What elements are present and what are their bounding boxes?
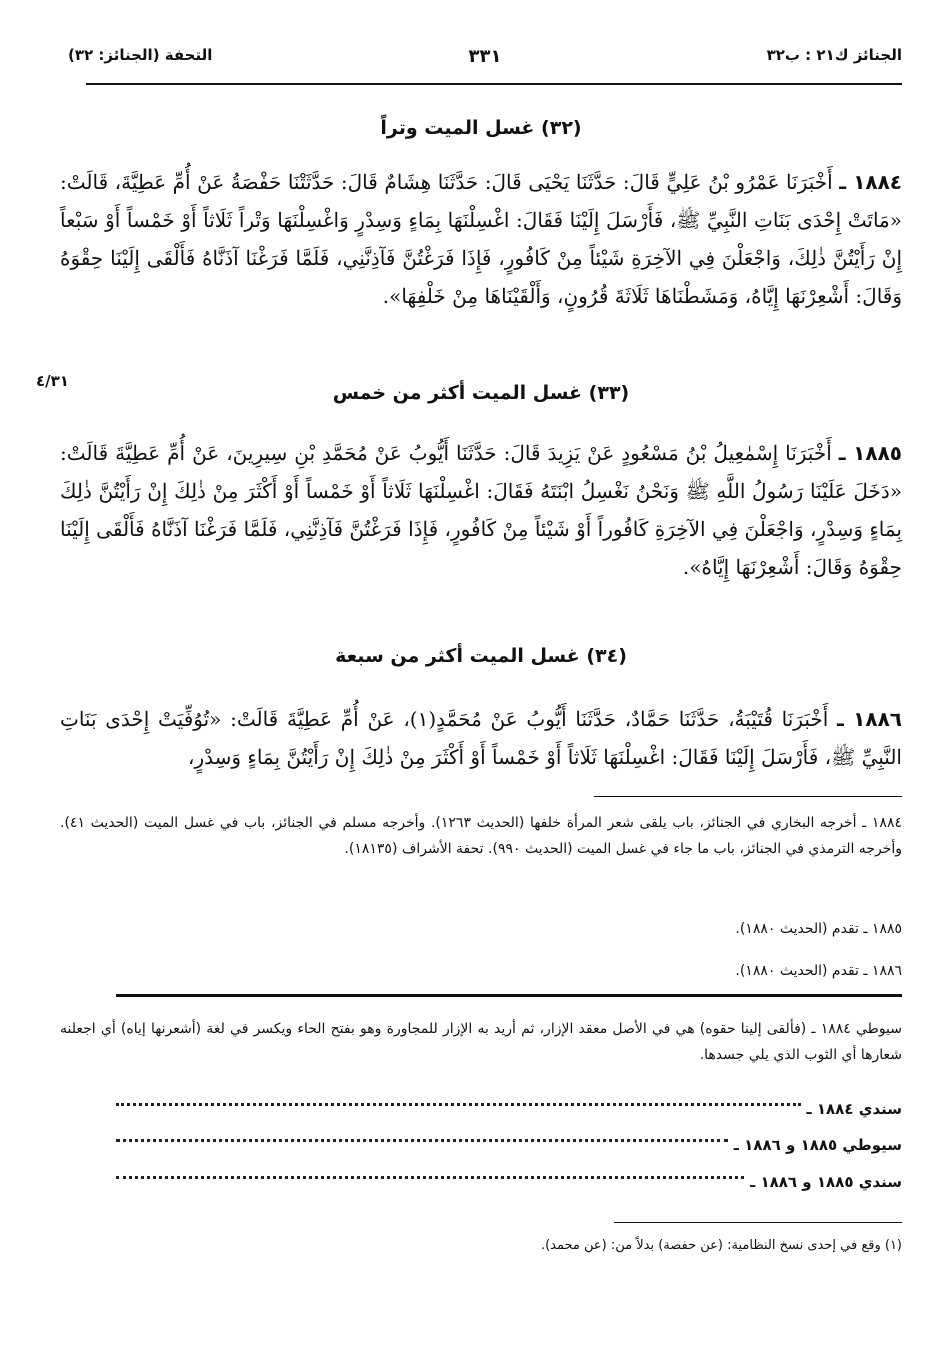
takhrij-1884: ١٨٨٤ ـ أخرجه البخاري في الجنائز، باب يلقى شعر المرأة خلفها (الحديث ١٢٦٣). وأخرجه مسلم في الجنائز، باب في غسل الميت (الحديث ٤١). وأخرجه الترمذي في الجنائز، باب ما جاء في غسل الميت (الحديث ٩٩٠). تحفة الأشراف (١٨١٣٥). [60, 815, 902, 857]
commentary-row-label: سندي ١٨٨٥ و ١٨٨٦ ـ [750, 1173, 902, 1191]
margin-volume-ref: ٤/٣١ [36, 372, 69, 390]
commentary-row-label: سندي ١٨٨٤ ـ [806, 1100, 902, 1118]
hadith-number: ١٨٨٦ ـ [837, 707, 902, 731]
takhrij-1886: ١٨٨٦ ـ تقدم (الحديث ١٨٨٠). [735, 963, 902, 979]
dotted-leader [116, 1139, 728, 1142]
hadith-text: أَخْبَرَنَا إِسْمٰعِيلُ بْنُ مَسْعُودٍ عَنْ يَزِيدَ قَالَ: حَدَّثَنَا أَيُّوبُ عَنْ مُحَمَّدِ بْنِ سِيرِينَ، عَنْ أُمِّ عَطِيَّةَ قَالَتْ: «دَخَلَ عَلَيْنَا رَسُولُ اللَّهِ ﷺ وَنَحْنُ نَغْسِلُ ابْنَتَهُ فَقَالَ: اغْسِلْنَهَا ثَلَاثاً أَوْ خَمْساً أَوْ أَكْثَرَ مِنْ ذٰلِكَ إِنْ رَأَيْتُنَّ ذٰلِكَ بِمَاءٍ وَسِدْرٍ، وَاجْعَلْنَ فِي الآخِرَةِ كَافُوراً أَوْ شَيْئاً مِنْ كَافُورٍ، فَإِذَا فَرَغْتُنَّ فَآذِنَّنِي، فَلَمَّا فَرَغْنَا آذَنَّاهُ فَأَلْقَى إِلَيْنَا حِقْوَهُ وَقَالَ: أَشْعِرْنَهَا إِيَّاهُ». [60, 441, 902, 579]
hadith-1886 [60, 700, 902, 776]
hadith-number: ١٨٨٥ ـ [838, 441, 902, 465]
takhrij-1885: ١٨٨٥ ـ تقدم (الحديث ١٨٨٠). [735, 921, 902, 937]
hadith-1885 [60, 434, 902, 586]
hadith-text: أَخْبَرَنَا عَمْرُو بْنُ عَلِيٍّ قَالَ: حَدَّثَنَا يَحْيَى قَالَ: حَدَّثَنَا هِشَامٌ قَالَ: حَدَّثَتْنَا حَفْصَةُ عَنْ أُمِّ عَطِيَّةَ، قَالَتْ: «مَاتَتْ إِحْدَى بَنَاتِ النَّبِيِّ ﷺ، فَأَرْسَلَ إِلَيْنَا فَقَالَ: اغْسِلْنَهَا بِمَاءٍ وَسِدْرٍ وَاغْسِلْنَهَا وَتْراً ثَلَاثاً أَوْ خَمْساً أَوْ سَبْعاً إِنْ رَأَيْتُنَّ ذٰلِكَ، وَاجْعَلْنَ فِي الآخِرَةِ شَيْئاً مِنْ كَافُورٍ، فَإِذَا فَرَغْتُنَّ فَآذِنَّنِي، فَلَمَّا فَرَغْنَا آذَنَّاهُ فَأَلْقَى إِلَيْنَا حِقْوَهُ وَقَالَ: أَشْعِرْنَهَا إِيَّاهُ، وَمَشَطْنَاهَا ثَلَاثَةَ قُرُونٍ، وَأَلْقَيْنَاهَا مِنْ خَلْفِهَا». [60, 170, 902, 308]
header-chapter-ref: الجنائز ك٢١ : ب٣٢ [766, 46, 902, 64]
section-title-33: (٣٣) غسل الميت أكثر من خمس [332, 382, 630, 404]
running-header [68, 46, 902, 72]
header-divider [86, 83, 902, 85]
commentary-suyuti-1884: سيوطي ١٨٨٤ ـ (فألقى إلينا حقوه) هي في الأصل معقد الإزار، ثم أريد به الإزار للمجاورة وهو بفتح الحاء ويكسر في لغة (أشعرنها إياه) أي اجعلنه شعارها أي الثوب الذي يلي جسدها. [60, 1021, 903, 1063]
commentary-row-label: سيوطي ١٨٨٥ و ١٨٨٦ ـ [733, 1136, 902, 1154]
commentary-divider [116, 994, 902, 997]
section-title-32: (٣٢) غسل الميت وتراً [380, 117, 582, 139]
hadith-text: أَخْبَرَنَا قُتَيْبَةُ، حَدَّثَنَا حَمَّادٌ، حَدَّثَنَا أَيُّوبُ عَنْ مُحَمَّدٍ(١)، عَنْ أُمِّ عَطِيَّةَ قَالَتْ: «تُوُفِّيَتْ إِحْدَى بَنَاتِ النَّبِيِّ ﷺ، فَأَرْسَلَ إِلَيْنَا فَقَالَ: اغْسِلْنَهَا ثَلَاثاً أَوْ خَمْساً أَوْ أَكْثَرَ مِنْ ذٰلِكَ إِنْ رَأَيْتُنَّ بِمَاءٍ وَسِدْرٍ، [60, 707, 902, 769]
commentary-row [116, 1167, 902, 1191]
hadith-number: ١٨٨٤ ـ [839, 170, 903, 194]
dotted-leader [116, 1103, 801, 1106]
hadith-1884 [60, 163, 902, 315]
header-tuhfa-ref: التحفة (الجنائز: ٣٢) [68, 46, 213, 64]
commentary-row [116, 1130, 902, 1154]
commentary-row [116, 1094, 902, 1118]
takhrij-divider [594, 796, 902, 797]
footnote-1: (١) وقع في إحدى نسخ النظامية: (عن حفصة) بدلاً من: (عن محمد). [540, 1238, 902, 1253]
page-number: ٣٣١ [468, 46, 502, 67]
section-title-34: (٣٤) غسل الميت أكثر من سبعة [335, 645, 627, 667]
footnote-divider [614, 1222, 902, 1223]
dotted-leader [116, 1176, 744, 1179]
